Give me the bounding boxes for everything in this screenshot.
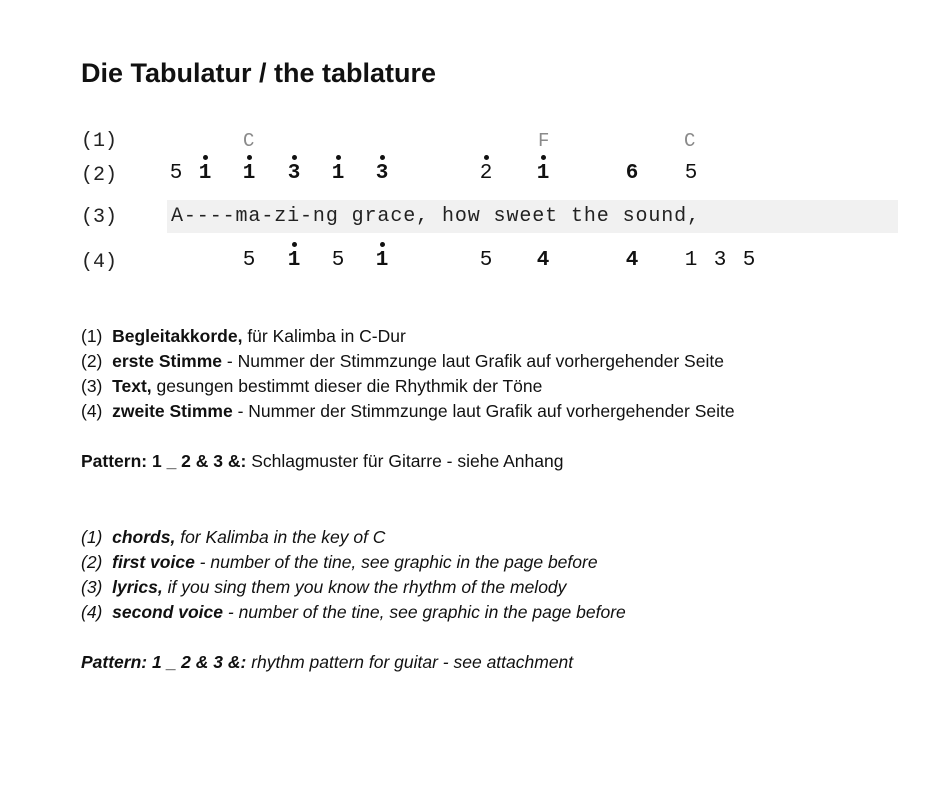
legend-desc: für Kalimba in C-Dur [242, 326, 406, 346]
note-number: 1 [198, 162, 212, 185]
voice1-note [169, 162, 183, 185]
legend-term: Begleitakkorde, [112, 326, 243, 346]
legend-term: chords, [112, 527, 176, 547]
legend-number: (2) [81, 552, 103, 572]
legend-number: (1) [81, 326, 103, 346]
note-number: 4 [625, 249, 639, 272]
octave-dot-icon [541, 155, 546, 160]
chord-label: F [538, 130, 550, 152]
voice2-note [742, 249, 756, 272]
voice1-note [242, 162, 256, 185]
octave-dot-icon [380, 155, 385, 160]
note-number: 1 [242, 162, 256, 185]
note-number: 3 [375, 162, 389, 185]
pattern-term: Pattern: 1 _ 2 & 3 &: [81, 652, 247, 672]
note-number: 1 [331, 162, 345, 185]
pattern-en [81, 652, 573, 673]
note-number: 6 [625, 162, 639, 185]
legend-de-item [81, 401, 735, 422]
note-number: 1 [684, 249, 698, 272]
legend-term: lyrics, [112, 577, 163, 597]
note-number: 2 [479, 162, 493, 185]
note-number: 5 [684, 162, 698, 185]
row-label-3: (3) [81, 206, 118, 229]
voice2-note [331, 249, 345, 272]
legend-number: (1) [81, 527, 103, 547]
legend-desc: for Kalimba in the key of C [175, 527, 386, 547]
legend-term: erste Stimme [112, 351, 223, 371]
octave-dot-icon [484, 155, 489, 160]
voice1-note [536, 162, 550, 185]
lyrics-line: A----ma-zi-ng grace, how sweet the sound, [171, 205, 700, 228]
note-number: 1 [287, 249, 301, 272]
legend-desc: - number of the tine, see graphic in the page before [223, 602, 626, 622]
voice1-note [198, 162, 212, 185]
note-number: 5 [331, 249, 345, 272]
note-number: 4 [536, 249, 550, 272]
voice2-note [375, 249, 389, 272]
row-label-4: (4) [81, 251, 118, 274]
legend-en-item [81, 552, 598, 573]
legend-en-item [81, 602, 626, 623]
legend-de-item [81, 351, 724, 372]
voice2-note [287, 249, 301, 272]
legend-term: first voice [112, 552, 195, 572]
octave-dot-icon [247, 155, 252, 160]
voice2-note [684, 249, 698, 272]
note-number: 3 [713, 249, 727, 272]
pattern-desc: rhythm pattern for guitar - see attachment [246, 652, 574, 672]
chord-label: C [243, 130, 255, 152]
legend-number: (3) [81, 577, 103, 597]
voice1-note [375, 162, 389, 185]
note-number: 5 [742, 249, 756, 272]
note-number: 1 [536, 162, 550, 185]
legend-en-item [81, 577, 566, 598]
voice1-note [287, 162, 301, 185]
note-number: 3 [287, 162, 301, 185]
legend-number: (4) [81, 602, 103, 622]
legend-number: (3) [81, 376, 103, 396]
legend-de-item [81, 376, 542, 397]
note-number: 1 [375, 249, 389, 272]
legend-term: Text, [112, 376, 152, 396]
chord-label: C [684, 130, 696, 152]
legend-number: (2) [81, 351, 103, 371]
legend-desc: - number of the tine, see graphic in the page before [194, 552, 598, 572]
legend-desc: - Nummer der Stimmzunge laut Grafik auf vorhergehender Seite [222, 351, 724, 371]
voice2-note [713, 249, 727, 272]
octave-dot-icon [292, 242, 297, 247]
pattern-term: Pattern: 1 _ 2 & 3 &: [81, 451, 247, 471]
voice2-note [242, 249, 256, 272]
voice2-note [625, 249, 639, 272]
legend-term: second voice [112, 602, 224, 622]
voice2-note [536, 249, 550, 272]
page-title: Die Tabulatur / the tablature [81, 58, 437, 88]
row-label-2: (2) [81, 164, 118, 187]
legend-desc: gesungen bestimmt dieser die Rhythmik der Töne [151, 376, 543, 396]
legend-desc: - Nummer der Stimmzunge laut Grafik auf vorhergehender Seite [232, 401, 735, 421]
octave-dot-icon [336, 155, 341, 160]
legend-en-item [81, 527, 385, 548]
legend-de-item [81, 326, 406, 347]
note-number: 5 [479, 249, 493, 272]
octave-dot-icon [292, 155, 297, 160]
pattern-de [81, 451, 563, 472]
legend-number: (4) [81, 401, 103, 421]
row-label-1: (1) [81, 130, 118, 153]
legend-desc: if you sing them you know the rhythm of the melody [162, 577, 567, 597]
octave-dot-icon [203, 155, 208, 160]
voice1-note [684, 162, 698, 185]
note-number: 5 [169, 162, 183, 185]
pattern-desc: Schlagmuster für Gitarre - siehe Anhang [246, 451, 564, 471]
note-number: 5 [242, 249, 256, 272]
voice1-note [331, 162, 345, 185]
voice2-note [479, 249, 493, 272]
voice1-note [625, 162, 639, 185]
voice1-note [479, 162, 493, 185]
legend-term: zweite Stimme [112, 401, 233, 421]
octave-dot-icon [380, 242, 385, 247]
